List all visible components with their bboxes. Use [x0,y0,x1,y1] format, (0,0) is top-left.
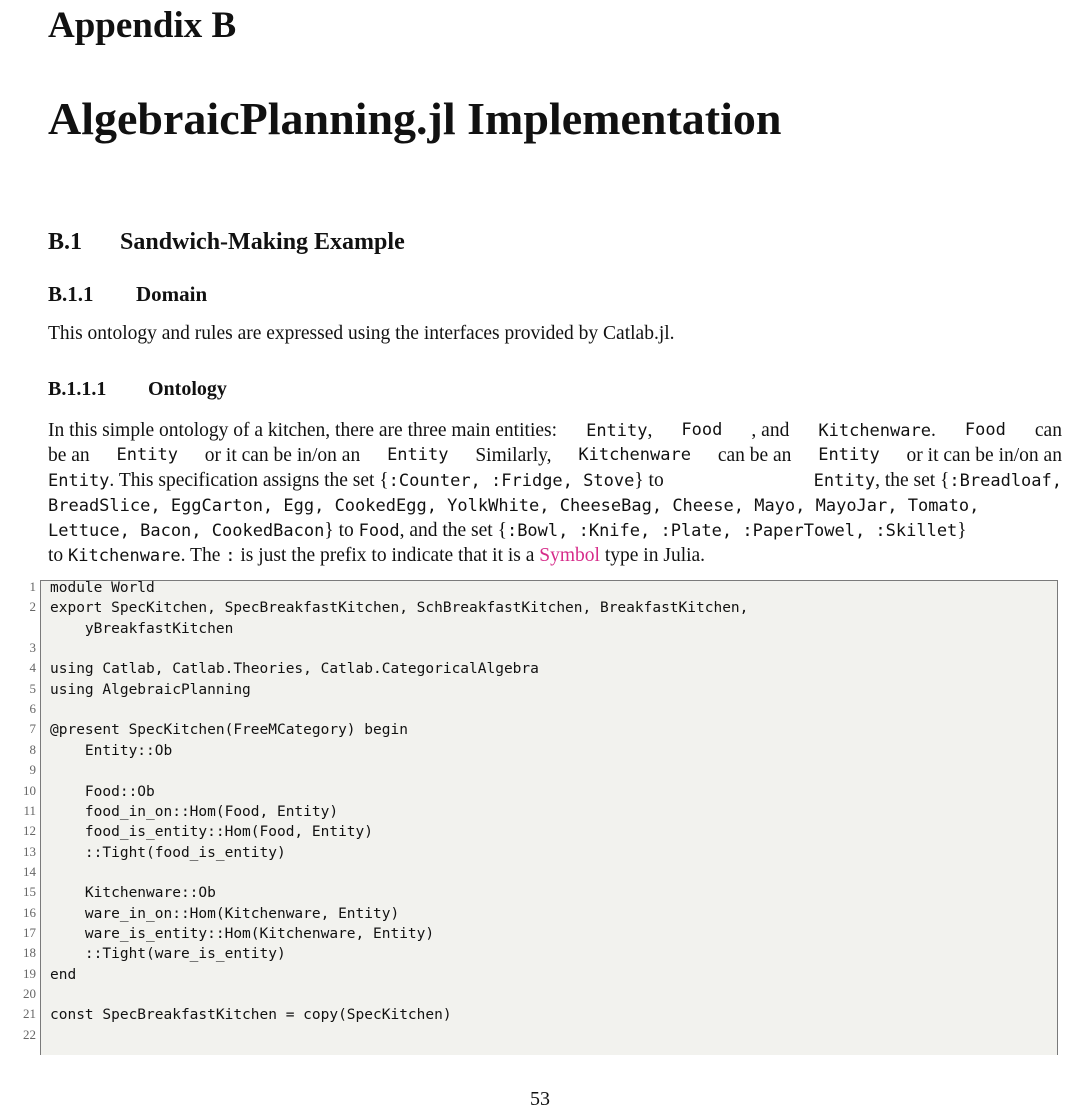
code-term: Entity [813,471,876,491]
text-run: or it can be in/on an [204,445,361,466]
code-line-text: food_is_entity::Hom(Food, Entity) [50,824,374,841]
text-run: , and [751,420,790,441]
code-line-text: ware_is_entity::Hom(Kitchenware, Entity) [50,925,435,942]
code-term: : [225,546,236,566]
code-line-text: ::Tight(ware_is_entity) [50,946,286,963]
paragraph-line [48,470,1062,495]
code-line [41,741,1057,761]
line-number: 10 [23,782,36,798]
line-number: 22 [23,1026,36,1042]
code-line-text: const SpecBreakfastKitchen = copy(SpecKitchen) [50,1007,452,1024]
line-number: 16 [23,904,36,920]
symbol-link[interactable]: Symbol [539,545,600,566]
line-number: 20 [23,986,36,1001]
line-number: 18 [23,945,36,961]
line-number: 6 [29,701,36,717]
paragraph-line [48,495,979,520]
code-line-text: module World [50,580,155,596]
subsubsection-number: B.1.1.1 [48,378,107,400]
line-number: 2 [29,599,36,615]
text-run: to [48,545,64,566]
code-line-text: food_in_on::Hom(Food, Entity) [50,803,339,820]
line-number: 4 [29,660,36,676]
paragraph-line [48,520,1062,545]
code-line [41,863,1057,883]
text-run: } to [324,520,354,541]
code-line-text: ::Tight(food_is_entity) [50,844,286,861]
code-line [41,822,1057,842]
code-term: Food [358,521,400,541]
code-line [41,802,1057,822]
section-title: Sandwich-Making Example [120,229,405,255]
text-run: Similarly, [475,445,552,466]
line-number: 9 [29,762,36,778]
code-line-text: @present SpecKitchen(FreeMCategory) begin [50,722,408,739]
code-line-text: Entity::Ob [50,742,173,759]
code-term: BreadSlice, EggCarton, Egg, CookedEgg, YolkWhite, CheeseBag, Cheese, Mayo, MayoJar, Tomato, [48,496,980,516]
text-run: , [647,420,653,441]
line-number: 3 [29,640,36,656]
code-line [41,924,1057,944]
subsubsection-title: Ontology [148,378,227,400]
code-line-text: using Catlab, Catlab.Theories, Catlab.CategoricalAlgebra [50,661,539,678]
subsection-heading [48,282,207,307]
code-line [41,985,1057,1005]
code-line-text: export SpecKitchen, SpecBreakfastKitchen, SchBreakfastKitchen, BreakfastKitchen, [50,600,749,617]
code-line [41,659,1057,679]
code-line [41,782,1057,802]
code-line-text: Kitchenware::Ob [50,885,216,902]
code-line [41,1026,1057,1046]
intro-paragraph: This ontology and rules are expressed using the interfaces provided by Catlab.jl. [48,323,675,344]
text-run: type in Julia. [604,545,706,566]
text-run: , and the set { [399,520,507,541]
line-number: 15 [23,884,36,900]
text-run: , the set { [875,470,950,491]
code-line [41,761,1057,781]
line-number: 8 [29,741,36,757]
line-number: 1 [29,579,36,594]
chapter-title: AlgebraicPlanning.jl Implementation [48,93,782,144]
code-line-text: end [50,966,77,983]
code-term: Entity [387,445,449,465]
line-number: 14 [23,863,36,879]
page-number: 53 [530,1088,550,1110]
code-line [41,965,1057,985]
code-line [41,639,1057,659]
text-run: } [957,520,967,541]
code-line [41,883,1057,903]
text-run: be an [48,445,90,466]
code-line-text: yBreakfastKitchen [50,620,234,637]
code-listing [40,580,1058,1055]
paragraph-line [48,545,705,570]
text-run: In this simple ontology of a kitchen, there are three main entities: [48,420,558,441]
code-line [41,1005,1057,1025]
subsubsection-heading [48,378,227,401]
code-line [41,944,1057,964]
line-number: 12 [23,823,36,839]
text-run: . [930,420,936,441]
line-number: 7 [29,721,36,737]
subsection-title: Domain [136,282,208,306]
code-term: Entity [586,421,648,441]
code-line [41,904,1057,924]
code-term: Kitchenware [818,421,931,441]
code-term: :Bowl, :Knife, :Plate, :PaperTowel, :Skillet [506,521,958,541]
subsection-number: B.1.1 [48,282,94,306]
text-run: . The [180,545,221,566]
text-run: can [1034,420,1062,441]
section-number: B.1 [48,229,83,255]
code-line [41,598,1057,618]
code-term: Lettuce, Bacon, CookedBacon [48,521,325,541]
code-line [41,843,1057,863]
code-line-text: ware_in_on::Hom(Kitchenware, Entity) [50,905,400,922]
line-number: 5 [29,680,36,696]
code-term: Food [681,420,723,440]
code-line [41,720,1057,740]
code-line-text: Food::Ob [50,783,155,800]
code-term: :Breadloaf, [949,471,1062,491]
code-line [41,619,1057,639]
line-number: 13 [23,843,36,859]
line-number: 21 [23,1006,36,1022]
code-line [41,680,1057,700]
text-run: can be an [717,445,792,466]
line-number: 19 [23,965,36,981]
text-run: is just the prefix to indicate that it is a [240,545,535,566]
code-term: Entity [818,445,880,465]
text-run: or it can be in/on an [906,445,1062,466]
code-term: Entity [48,471,110,491]
code-line [41,580,1057,598]
code-term: Kitchenware [68,546,181,566]
paragraph-line [48,420,1062,445]
text-run: . This specification assigns the set { [109,470,389,491]
code-line-text: using AlgebraicPlanning [50,681,251,698]
code-term: Kitchenware [578,445,691,465]
code-term: Food [964,420,1006,440]
code-term: Entity [116,445,178,465]
text-run: } to [634,470,664,491]
line-number: 11 [23,802,36,818]
code-line [41,700,1057,720]
code-term: :Counter, :Fridge, Stove [388,471,635,491]
appendix-heading: Appendix B [48,5,237,46]
section-heading [48,229,405,256]
paragraph-line [48,445,1062,470]
line-number: 17 [23,924,36,940]
